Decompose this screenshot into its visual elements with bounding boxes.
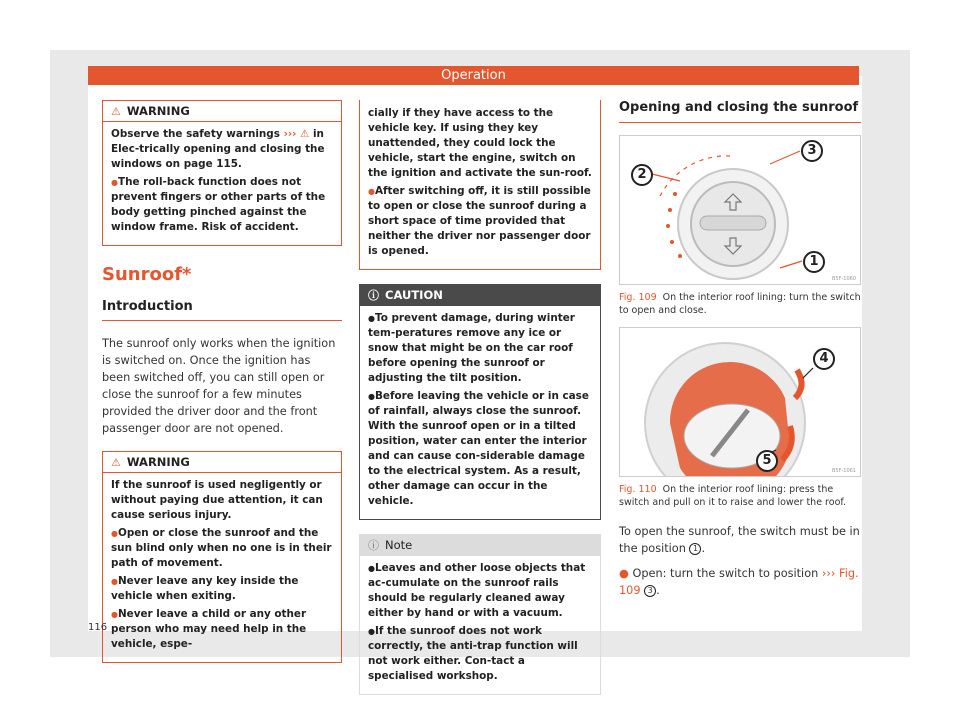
figure-caption: Fig. 110 On the interior roof lining: press the switch and pull on it to raise and lower the roof.	[619, 484, 847, 508]
position-marker: 1	[689, 543, 701, 555]
note-bullet: ● Leaves and other loose objects that ac-cumulate on the sunroof rails should be regularly cleaned away either by hand or with a vacuum.	[368, 561, 592, 621]
warning-text: Observe the safety warnings ››› ⚠ in Elec-trically opening and closing the windows on page 115.	[111, 128, 325, 170]
warning-box	[102, 100, 342, 246]
figure-caption: Fig. 109 On the interior roof lining: turn the switch to open and close.	[619, 292, 861, 316]
note-bullet: ● If the sunroof does not work correctly, the anti-trap function will not work either. Con-tact a specialised workshop.	[368, 624, 592, 684]
callout-5: 5	[756, 450, 778, 472]
callout-2: 2	[631, 164, 653, 186]
warning-title: ⚠ WARNING	[103, 452, 341, 473]
warning-triangle-icon: ⚠	[111, 105, 121, 118]
figure-code: B5F-1061	[831, 468, 856, 474]
warning-text: If the sunroof is used negligently or without paying due attention, it can cause serious injury.	[111, 479, 323, 521]
caution-bullet: ● Before leaving the vehicle or in case of rainfall, always close the sunroof. With the sunroof open or in a tilted position, water can enter the interior and can cause con-siderable damage to the electrical system. As a result, other damage can occur in the vehicle.	[368, 389, 592, 509]
instruction-paragraph: To open the sunroof, the switch must be in the position 1 .	[619, 525, 860, 555]
warning-bullet: ● Never leave any key inside the vehicle when exiting.	[111, 574, 333, 604]
warning-triangle-icon: ⚠	[300, 128, 310, 140]
warning-bullet: ● Open or close the sunroof and the sun blind only when no one is in their path of movement.	[111, 526, 333, 571]
warning-bullet: ● Never leave a child or any other person who may need help in the vehicle, espe-	[111, 607, 333, 652]
callout-1: 1	[803, 251, 825, 273]
position-marker: 3	[644, 585, 656, 597]
caution-box	[359, 284, 601, 520]
caution-bullet: ● To prevent damage, during winter tem-peratures remove any ice or snow that might be on the car roof before opening the sunroof or adjusting the tilt position.	[368, 311, 592, 386]
column-1	[102, 100, 342, 663]
section-header: Operation	[88, 66, 859, 85]
warning-triangle-icon: ⚠	[111, 456, 121, 469]
info-circle-icon: ⓘ	[368, 289, 379, 302]
info-icon: ⓘ	[368, 539, 379, 552]
figure-code: B5F-1060	[831, 276, 856, 282]
subsection-heading: Introduction	[102, 299, 342, 321]
warning-bullet: ● The roll-back function does not prevent fingers or other parts of the body getting pinched against the window frame. Risk of accident.	[111, 175, 333, 235]
note-title: ⓘ Note	[360, 535, 600, 556]
reference-arrows[interactable]: ›››	[283, 128, 297, 140]
instruction-bullet: ● Open: turn the switch to position ››› Fig. 109 3 .	[619, 567, 859, 597]
warning-continued-box	[359, 100, 601, 270]
bullet-icon: ●	[619, 567, 629, 580]
section-heading: Opening and closing the sunroof	[619, 100, 861, 123]
intro-paragraph: The sunroof only works when the ignition is switched on. Once the ignition has been switched off, you can still open or close the sunroof for a few minutes provided the driver door and the front passenger door are not opened.	[102, 337, 336, 435]
note-box	[359, 534, 601, 695]
figure-reference-link[interactable]: ››› Fig. 109	[619, 567, 859, 597]
warning-box-2	[102, 451, 342, 663]
section-heading: Sunroof*	[102, 264, 192, 285]
warning-bullet: ● After switching off, it is still possible to open or close the sunroof during a short space of time provided that neither the driver nor passenger door is opened.	[368, 184, 592, 259]
column-3	[619, 100, 861, 599]
figure-110	[619, 327, 861, 477]
callout-3: 3	[801, 140, 823, 162]
figure-109	[619, 135, 861, 285]
callout-4: 4	[813, 348, 835, 370]
warning-title: ⚠ WARNING	[103, 101, 341, 122]
column-2	[359, 100, 601, 695]
warning-text: cially if they have access to the vehicle key. If using they key unattended, they could lock the vehicle, start the engine, switch on the ignition and activate the sun-roof.	[368, 107, 592, 179]
caution-title: ⓘ CAUTION	[360, 285, 600, 306]
page-number: 116	[88, 622, 108, 633]
